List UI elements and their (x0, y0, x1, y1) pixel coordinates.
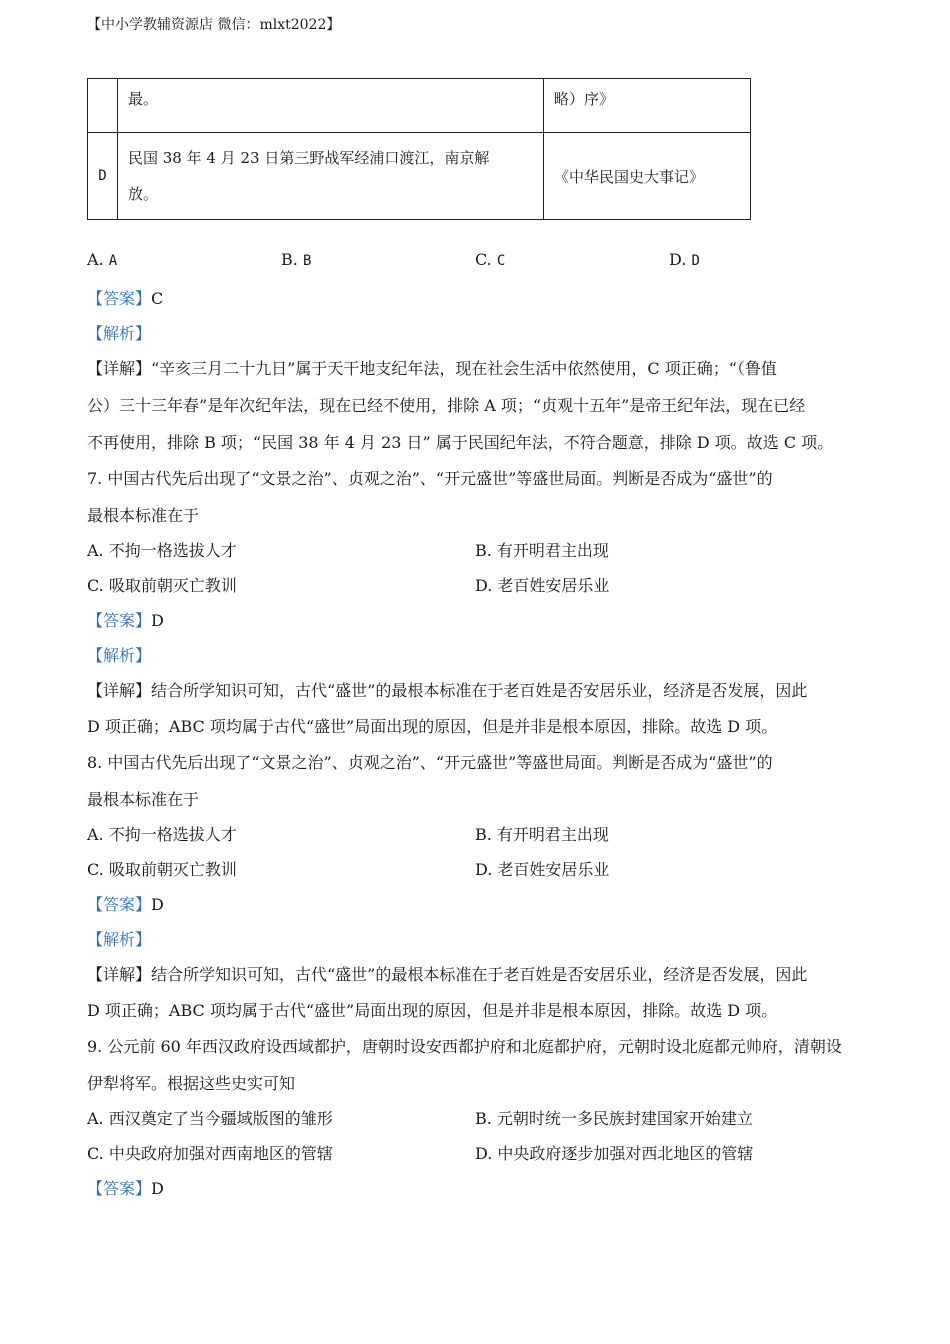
source-table (87, 78, 751, 220)
table-row-content-line: 民国 38 年 4 月 23 日第三野战军经浦口渡江，南京解 (128, 149, 490, 167)
table-row-content: 最。 (118, 79, 544, 133)
answer-value: D (151, 611, 164, 630)
q7-option-a: A. 不拘一格选拔人才 (87, 541, 237, 560)
table-row-label (88, 79, 118, 133)
q7-answer (87, 608, 164, 631)
option-value: A (108, 253, 118, 269)
q6-option-c (475, 250, 505, 269)
q6-option-d (669, 250, 700, 269)
header-note: 【中小学教辅资源店 微信：mlxt2022】 (87, 17, 341, 33)
option-letter: D. (669, 250, 692, 269)
q8-analysis-tag: 【解析】 (87, 930, 152, 949)
table-row-source: 《中华民国史大事记》 (544, 133, 751, 220)
q8-option-c: C. 吸取前朝灭亡教训 (87, 860, 237, 879)
q6-detail-line: 不再使用，排除 B 项；“民国 38 年 4 月 23 日” 属于民国纪年法，不符合题意，排除 D 项。故选 C 项。 (87, 433, 834, 452)
q7-option-c: C. 吸取前朝灭亡教训 (87, 576, 237, 595)
q6-detail-line: 【详解】“辛亥三月二十九日”属于天干地支纪年法，现在社会生活中依然使用，C 项正确；“（鲁值 (87, 359, 777, 378)
q9-option-b: B. 元朝时统一多民族封建国家开始建立 (475, 1109, 753, 1128)
q9-stem: 伊犁将军。根据这些史实可知 (87, 1074, 296, 1093)
q8-option-a: A. 不拘一格选拔人才 (87, 825, 237, 844)
q8-stem: 8. 中国古代先后出现了“文景之治”、贞观之治”、“开元盛世”等盛世局面。判断是否成为“盛世”的 (87, 753, 773, 772)
q9-option-c: C. 中央政府加强对西南地区的管辖 (87, 1144, 333, 1163)
option-letter: A. (87, 250, 109, 269)
q6-answer (87, 286, 163, 309)
q6-option-a (87, 250, 117, 269)
q7-option-b: B. 有开明君主出现 (475, 541, 609, 560)
q8-option-b: B. 有开明君主出现 (475, 825, 609, 844)
table-row-content (118, 133, 544, 220)
option-value: D (691, 253, 700, 269)
q7-detail-line: D 项正确；ABC 项均属于古代“盛世”局面出现的原因，但是并非是根本原因，排除。故选 D 项。 (87, 717, 778, 736)
q9-option-a: A. 西汉奠定了当今疆域版图的雏形 (87, 1109, 333, 1128)
q8-detail-line: D 项正确；ABC 项均属于古代“盛世”局面出现的原因，但是并非是根本原因，排除。故选 D 项。 (87, 1001, 778, 1020)
table-row-content-line: 放。 (128, 185, 159, 203)
q7-stem: 7. 中国古代先后出现了“文景之治”、贞观之治”、“开元盛世”等盛世局面。判断是否成为“盛世”的 (87, 469, 773, 488)
answer-value: C (151, 289, 164, 308)
q9-stem: 9. 公元前 60 年西汉政府设西域都护，唐朝时设安西都护府和北庭都护府，元朝时设北庭都元帅府，清朝设 (87, 1037, 842, 1056)
q7-stem: 最根本标准在于 (87, 506, 200, 525)
q7-analysis-tag: 【解析】 (87, 646, 152, 665)
option-letter: B. (281, 250, 303, 269)
answer-tag: 【答案】 (87, 611, 152, 630)
q9-option-d: D. 中央政府逐步加强对西北地区的管辖 (475, 1144, 754, 1163)
q8-detail-line: 【详解】结合所学知识可知，古代“盛世”的最根本标准在于老百姓是否安居乐业，经济是否发展，因此 (87, 965, 808, 984)
option-value: C (496, 253, 506, 269)
q7-option-d: D. 老百姓安居乐业 (475, 576, 610, 595)
answer-tag: 【答案】 (87, 895, 152, 914)
q6-analysis-tag: 【解析】 (87, 324, 152, 343)
option-letter: C. (475, 250, 497, 269)
table-row-label: D (88, 133, 118, 220)
q8-answer (87, 892, 164, 915)
table-row (88, 79, 751, 133)
answer-tag: 【答案】 (87, 1179, 152, 1198)
answer-value: D (151, 895, 164, 914)
table-row (88, 133, 751, 220)
q6-option-b (281, 250, 311, 269)
q8-option-d: D. 老百姓安居乐业 (475, 860, 610, 879)
q6-detail-line: 公）三十三年春”是年次纪年法，现在已经不使用，排除 A 项；“贞观十五年”是帝王纪年法，现在已经 (87, 396, 806, 415)
q7-detail-line: 【详解】结合所学知识可知，古代“盛世”的最根本标准在于老百姓是否安居乐业，经济是否发展，因此 (87, 681, 808, 700)
table-row-source: 略）序》 (544, 79, 751, 133)
q8-stem: 最根本标准在于 (87, 790, 200, 809)
q9-answer (87, 1176, 164, 1199)
answer-value: D (151, 1179, 164, 1198)
option-value: B (302, 253, 312, 269)
answer-tag: 【答案】 (87, 289, 152, 308)
